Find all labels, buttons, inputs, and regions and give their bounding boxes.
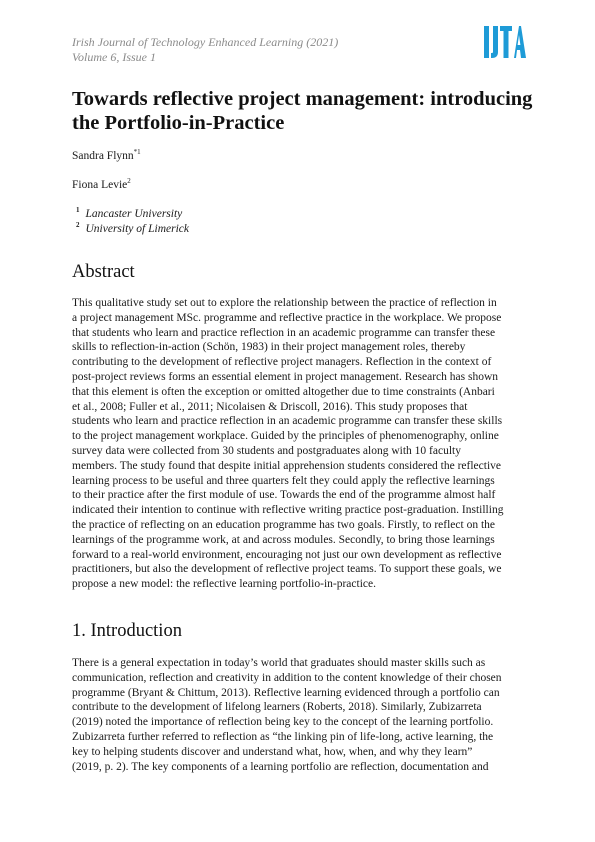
text-line: contributing to the development of reflective project managers. Reflection in the context of xyxy=(72,356,492,369)
paper-title xyxy=(72,87,542,135)
text-line: learning process to be useful and three quarters felt they could apply the reflective learnings xyxy=(72,474,495,487)
affiliation xyxy=(76,221,189,235)
text-line: the practice of reflecting on an education programme has two goals. Firstly, to reflect on the xyxy=(72,518,496,531)
affiliation xyxy=(76,206,182,220)
author xyxy=(72,177,131,191)
text-line: et al., 2008; Fuller et al., 2011; Nicolaisen & Driscoll, 2016). This study proposes that xyxy=(72,400,468,413)
text-line: to their practice after the first module of use. Towards the end of the programme almost half xyxy=(72,489,496,502)
affiliation-number: 2 xyxy=(76,221,80,229)
text-line: There is a general expectation in today’s world that graduates should master skills such as xyxy=(72,657,486,669)
author xyxy=(72,148,141,162)
author-name: Sandra Flynn xyxy=(72,149,134,162)
text-line: communication, reflection and creativity in addition to the content knowledge of their chosen xyxy=(72,671,502,684)
ijtel-logo-icon xyxy=(484,24,526,60)
journal-volume-issue: Volume 6, Issue 1 xyxy=(72,50,156,64)
text-line: learnings of the programme work, at and across modules. Secondly, to bring those learnings xyxy=(72,533,495,546)
introduction-body xyxy=(72,656,524,774)
text-line: (2019) noted the importance of reflection being key to the concept of the learning portfolio. xyxy=(72,716,494,729)
text-line: students who learn and practice reflection in an academic programme can transfer these skills xyxy=(72,415,503,428)
affiliation-number: 1 xyxy=(76,206,80,214)
text-line: that students who learn and practice reflection in an academic programme can transfer these xyxy=(72,326,496,339)
text-line: contribute to the development of lifelong learners (Roberts, 2018). Similarly, Zubizarreta xyxy=(72,701,482,714)
author-name: Fiona Levie xyxy=(72,178,128,191)
text-line: that this element is often the exception or omitted altogether due to time constraints (Anbari xyxy=(72,385,495,398)
journal-header xyxy=(72,35,338,65)
introduction-heading: 1. Introduction xyxy=(72,621,182,641)
text-line: forward to a real-world environment, encouraging not just our own development as reflective xyxy=(72,548,502,561)
affiliation-name: Lancaster University xyxy=(85,207,183,220)
text-line: (2019, p. 2). The key components of a learning portfolio are reflection, documentation and xyxy=(72,760,489,773)
text-line: post-project reviews forms an essential element in project management. Research has shown xyxy=(72,370,498,383)
author-affiliation-mark: *1 xyxy=(133,148,141,156)
author-affiliation-mark: 2 xyxy=(127,177,131,185)
text-line: members. The study found that despite initial apprehension students considered the reflective xyxy=(72,459,502,472)
text-line: skills to reflection-in-action (Schön, 1983) in their project management roles, thereby xyxy=(72,341,466,354)
text-line: a project management MSc. programme and reflective practice in the workplace. We propose xyxy=(72,311,502,324)
text-line: key to helping students discover and understand what, how, when, and why they learn” xyxy=(72,745,473,758)
text-line: propose a new model: the reflective learning portfolio-in-practice. xyxy=(72,578,376,591)
journal-name: Irish Journal of Technology Enhanced Learning (2021) xyxy=(72,35,339,49)
text-line: This qualitative study set out to explore the relationship between the practice of reflection in xyxy=(72,297,497,309)
text-line: practitioners, but also the development of reflective project teams. To support these goals, we xyxy=(72,563,502,576)
text-line: indicated their intention to continue with reflective writing practice post-graduation. Instilling xyxy=(72,504,504,517)
abstract-body xyxy=(72,296,524,592)
text-line: programme (Bryant & Chittum, 2013). Reflective learning evidenced through a portfolio can xyxy=(72,686,500,699)
text-line: to the project management workplace. Guided by the principles of phenomenography, online xyxy=(72,430,499,443)
title-line: the Portfolio-in-Practice xyxy=(72,112,285,134)
abstract-heading: Abstract xyxy=(72,262,135,282)
affiliation-name: University of Limerick xyxy=(85,222,189,235)
text-line: survey data were collected from 30 students and postgraduates along with 10 faculty xyxy=(72,444,461,457)
title-line: Towards reflective project management: introducing xyxy=(72,88,533,110)
text-line: Zubizarreta further referred to reflection as “the linking pin of life-long, active learning, the xyxy=(72,730,494,743)
